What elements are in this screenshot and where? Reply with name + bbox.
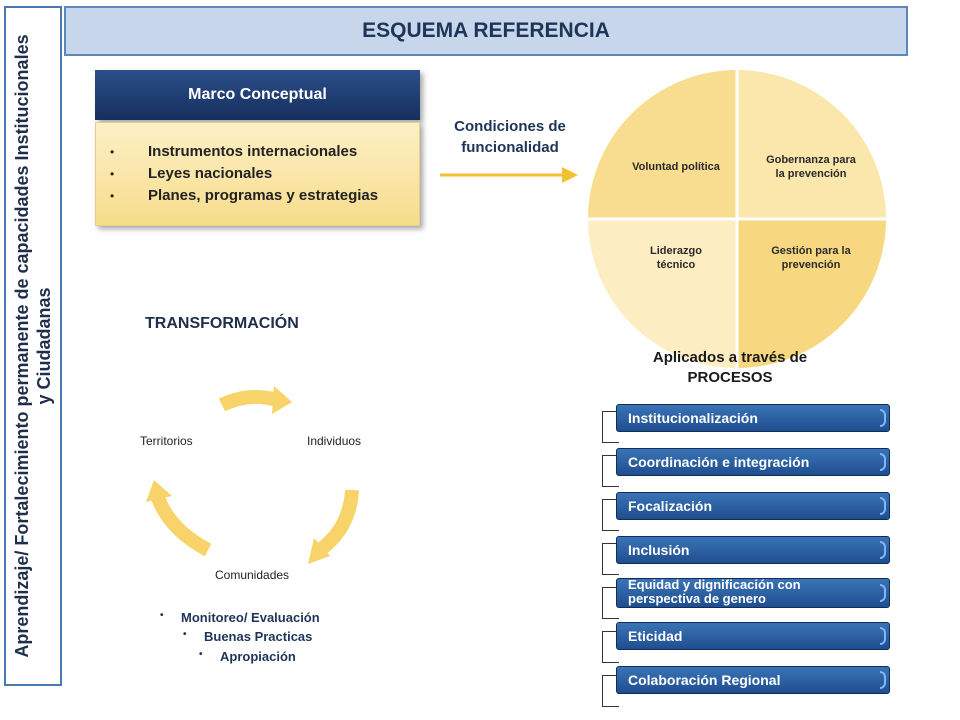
procesos-heading-line-1: Aplicados a través de bbox=[652, 349, 808, 366]
marco-item: Leyes nacionales bbox=[148, 165, 273, 182]
bullet-icon: • bbox=[183, 629, 187, 640]
bullet-text: Monitoreo/ Evaluación bbox=[181, 610, 320, 625]
process-label: Coordinación e integración bbox=[628, 454, 810, 470]
cycle-arrow-top-icon bbox=[222, 397, 278, 405]
quadrant-line: técnico bbox=[656, 259, 696, 271]
node-comunidades: Comunidades bbox=[215, 568, 290, 582]
condiciones-line-1: Condiciones de bbox=[454, 118, 566, 135]
quadrant-bottom-left bbox=[588, 219, 737, 368]
process-label: Eticidad bbox=[628, 628, 683, 644]
procesos-heading-line-2: PROCESOS bbox=[687, 369, 773, 386]
quadrant-line: Gestión para la bbox=[771, 245, 851, 257]
marco-item: Planes, programas y estrategias bbox=[148, 187, 379, 204]
condiciones-label bbox=[438, 116, 582, 158]
side-label bbox=[11, 6, 55, 686]
condiciones-line-2: funcionalidad bbox=[461, 139, 559, 156]
quadrant-label-gobernanza bbox=[738, 153, 884, 181]
quadrant-label-voluntad: Voluntad política bbox=[632, 161, 720, 173]
process-label: Focalización bbox=[628, 498, 713, 514]
marco-title: Marco Conceptual bbox=[188, 86, 327, 103]
bullet-icon: • bbox=[110, 189, 115, 203]
quadrant-label-liderazgo bbox=[614, 244, 738, 272]
arrowhead-icon bbox=[272, 386, 292, 414]
node-individuos: Individuos bbox=[307, 434, 362, 448]
process-label: Equidad y dignificación con perspectiva de genero bbox=[628, 577, 801, 606]
quadrant-line: la prevención bbox=[775, 168, 847, 180]
conditions-circle bbox=[586, 68, 888, 370]
bullet-icon: • bbox=[199, 649, 203, 660]
process-label: Institucionalización bbox=[628, 410, 758, 426]
node-territorios: Territorios bbox=[140, 434, 193, 448]
bullet-text: Apropiación bbox=[220, 649, 296, 664]
cycle-arrow-right-icon bbox=[320, 490, 352, 550]
arrow-right-icon bbox=[438, 164, 582, 186]
quadrant-top-right bbox=[737, 70, 886, 219]
side-label-line-1: Aprendizaje/ Fortalecimiento permanente de capacidades Institucionales bbox=[12, 34, 32, 658]
procesos-heading bbox=[630, 348, 830, 388]
bullet-icon: • bbox=[110, 145, 115, 159]
cycle-arrow-left-icon bbox=[158, 498, 208, 550]
quadrant-bottom-right bbox=[737, 219, 886, 368]
process-label: Colaboración Regional bbox=[628, 672, 781, 688]
cycle-arrows bbox=[130, 370, 390, 600]
transformacion-title: TRANSFORMACIÓN bbox=[145, 315, 299, 332]
quadrant-top-left bbox=[588, 70, 737, 219]
page-title: ESQUEMA REFERENCIA bbox=[362, 19, 610, 42]
quadrant-line: prevención bbox=[781, 259, 841, 271]
bullet-icon: • bbox=[110, 167, 115, 181]
quadrant-line: Gobernanza para bbox=[766, 154, 856, 166]
side-label-line-2: y Ciudadanas bbox=[34, 287, 54, 405]
arrowhead-icon bbox=[146, 480, 172, 502]
bullet-text: Buenas Practicas bbox=[204, 629, 313, 644]
bullet-icon: • bbox=[160, 610, 164, 621]
marco-item: Instrumentos internacionales bbox=[148, 143, 358, 160]
quadrant-label-gestion bbox=[738, 244, 884, 272]
quadrant-line: Liderazgo bbox=[650, 245, 702, 257]
process-label: Inclusión bbox=[628, 542, 690, 558]
